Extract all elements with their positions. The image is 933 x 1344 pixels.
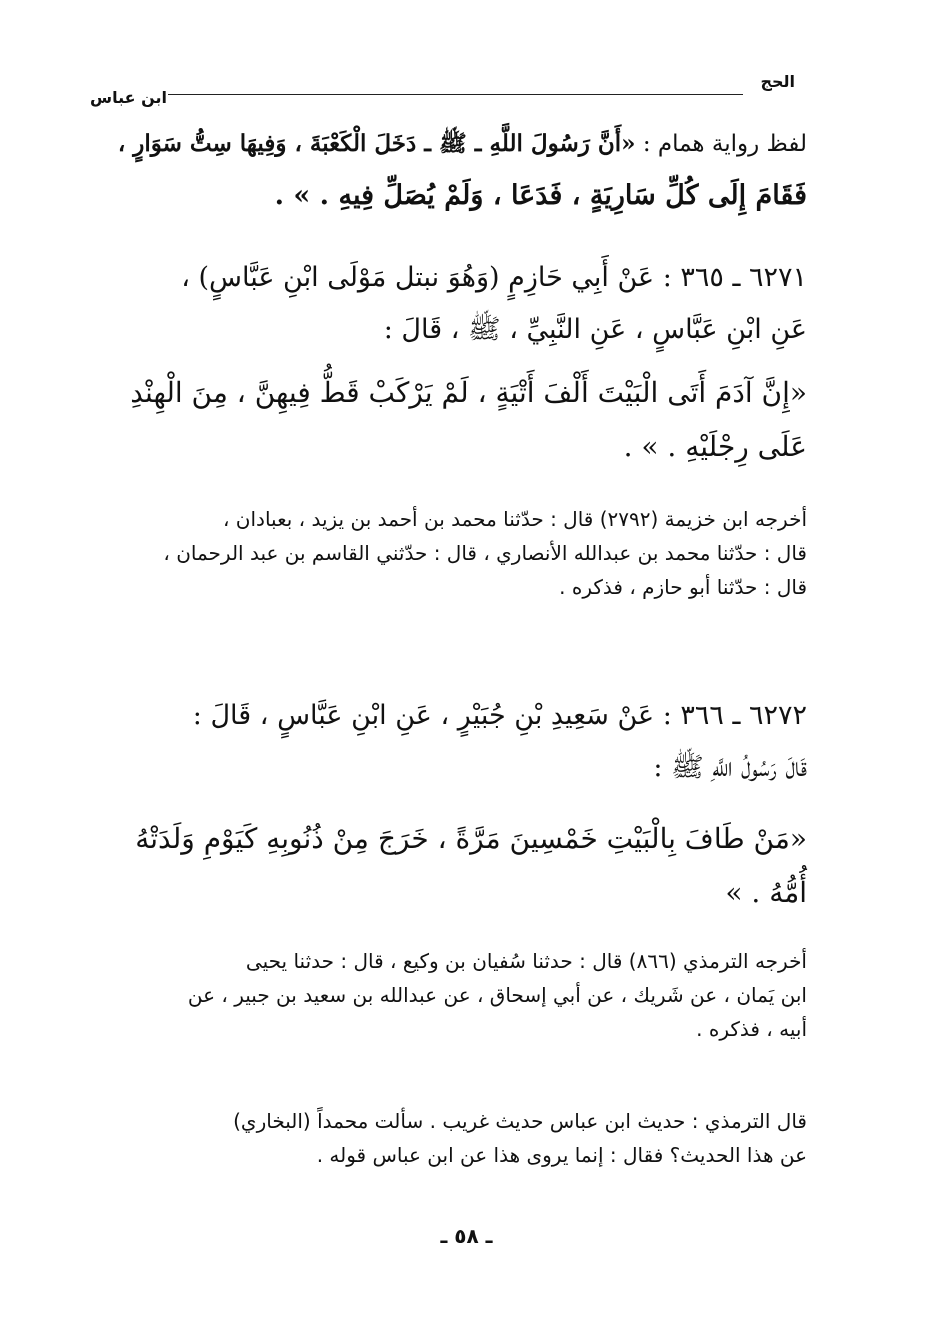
hadith-6272-isnad	[117, 690, 807, 794]
hadith-6272-takhrij-1: أخرجه الترمذي (٨٦٦) قال : حدثنا سُفيان بن وكيع ، قال : حدثنا يحيى	[245, 949, 807, 973]
hadith-6271-line-2: عَنِ ابْنِ عَبَّاسٍ ، عَنِ النَّبِيِّ ، ﷺ ، قَالَ :	[383, 314, 807, 345]
hadith-6272-line-2: قَالَ رَسُولُ اللَّهِ ﷺ :	[653, 752, 807, 783]
hadith-6271-isnad	[117, 252, 807, 356]
hadith-6272-takhrij	[117, 944, 807, 1046]
hadith-6272-takhrij-3: أبيه ، فذكره .	[696, 1017, 807, 1041]
hadith-6271-matn	[117, 366, 807, 474]
tirmidhi-comment-2: عن هذا الحديث؟ فقال : إنما يروى هذا عن ابن عباس قوله .	[316, 1143, 807, 1167]
hadith-6271-takhrij-2: قال : حدّثنا محمد بن عبدالله الأنصاري ، قال : حدّثني القاسم بن عبد الرحمان ،	[163, 541, 807, 565]
page-number: ـ ٥٨ ـ	[440, 1224, 493, 1248]
hadith-6271-matn-1: «إِنَّ آدَمَ أَتَى الْبَيْتَ أَلْفَ أَتْيَةٍ ، لَمْ يَرْكَبْ قَطُّ فِيهِنَّ ، مِنَ الْهِنْدِ	[130, 376, 807, 409]
header-rule	[168, 94, 743, 95]
hadith-6272-takhrij-2: ابن يَمان ، عن شَريك ، عن أبي إسحاق ، عن عبدالله بن سعيد بن جبير ، عن	[187, 983, 807, 1007]
intro-variant-text	[117, 118, 807, 222]
hadith-6272-line-1: ٦٢٧٢ ـ ٣٦٦ : عَنْ سَعِيدِ بْنِ جُبَيْرٍ ، عَنِ ابْنِ عَبَّاسٍ ، قَالَ :	[192, 700, 807, 731]
intro-line-1	[117, 118, 807, 170]
hadith-6271-takhrij-3: قال : حدّثنا أبو حازم ، فذكره .	[559, 575, 807, 599]
tirmidhi-comment-1: قال الترمذي : حديث ابن عباس حديث غريب . سألت محمداً (البخاري)	[233, 1109, 807, 1133]
intro-label: لفظ رواية همام :	[642, 131, 807, 157]
hadith-6272-matn	[117, 812, 807, 920]
hadith-6271-matn-2: عَلَى رِجْلَيْهِ . » .	[623, 430, 807, 463]
header-chapter-title: ابن عباس	[90, 88, 168, 107]
header-section-title: الحج	[760, 72, 795, 91]
hadith-6271-takhrij-1: أخرجه ابن خزيمة (٢٧٩٢) قال : حدّثنا محمد بن أحمد بن يزيد ، بعبادان ،	[222, 507, 807, 531]
tirmidhi-comment	[117, 1104, 807, 1172]
hadith-6272-matn-2: أُمُّهُ . »	[725, 876, 807, 909]
hadith-6271-takhrij	[117, 502, 807, 604]
running-header	[90, 72, 795, 107]
hadith-6272-matn-1: «مَنْ طَافَ بِالْبَيْتِ خَمْسِينَ مَرَّةً ، خَرَجَ مِنْ ذُنُوبِهِ كَيَوْمِ وَلَدَتْهُ	[135, 822, 807, 855]
hadith-6271-line-1: ٦٢٧١ ـ ٣٦٥ : عَنْ أَبِي حَازِمٍ (وَهُوَ نبتل مَوْلَى ابْنِ عَبَّاسٍ) ،	[181, 262, 807, 293]
intro-line-2: فَقَامَ إِلَى كُلِّ سَارِيَةٍ ، فَدَعَا ، وَلَمْ يُصَلِّ فِيهِ . » .	[274, 180, 807, 211]
intro-text-1: «أَنَّ رَسُولَ اللَّهِ ـ ﷺ ـ دَخَلَ الْكَعْبَةَ ، وَفِيهَا سِتُّ سَوَارٍ ،	[117, 130, 636, 157]
